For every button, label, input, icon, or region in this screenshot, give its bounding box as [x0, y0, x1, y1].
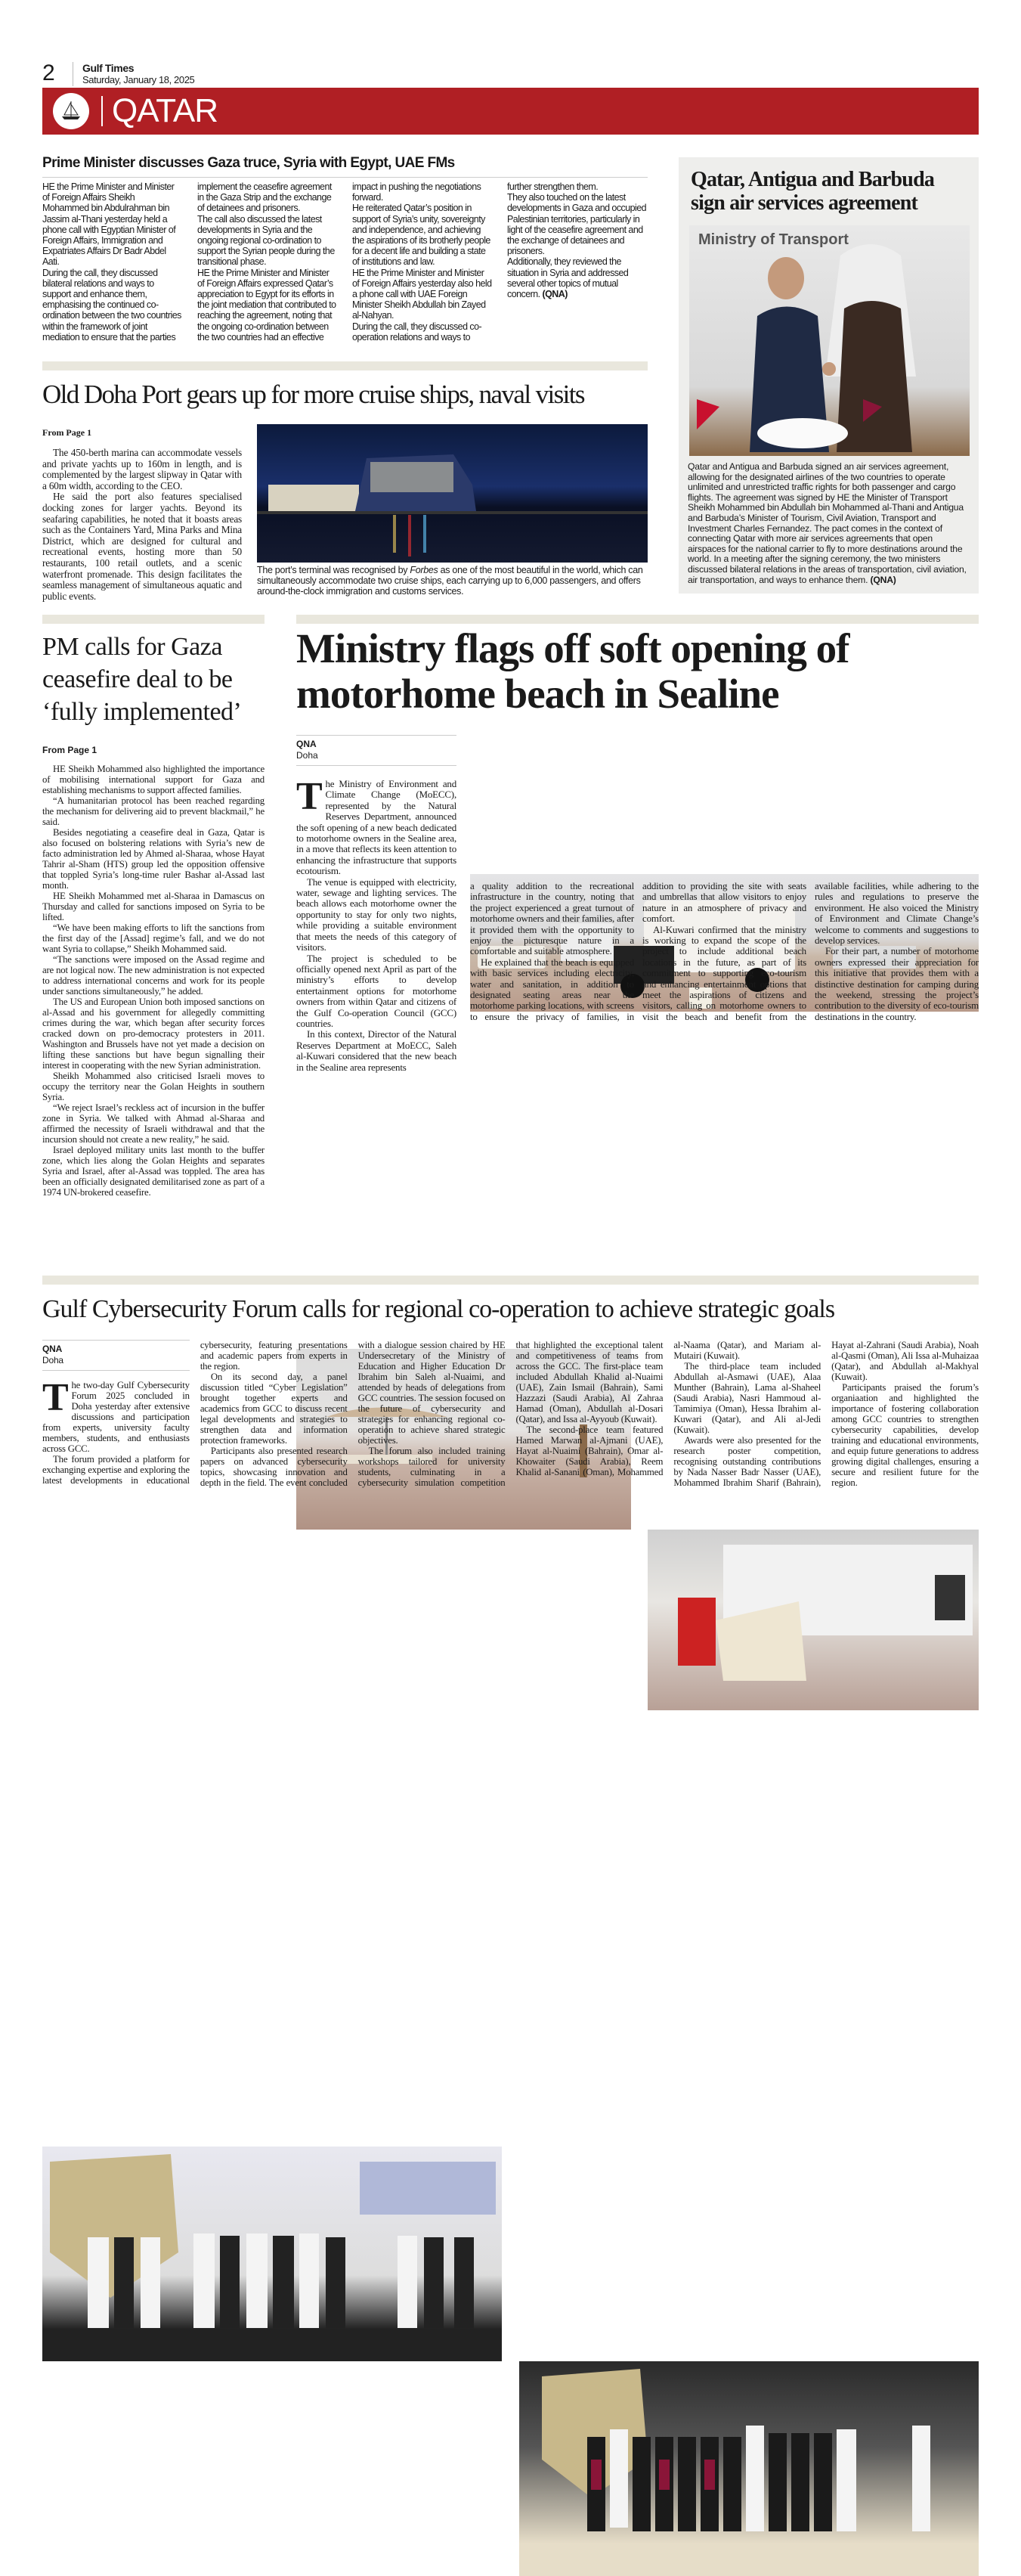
- forum-officials-photo: [42, 2147, 502, 2361]
- paragraph: Sheikh Mohammed also criticised Israeli moves to occupy the territory near the Golan Heights in southern Syria.: [42, 1071, 265, 1102]
- paragraph: Al-Kuwari confirmed that the ministry is working to expand the scope of the project to include additional beach locations in the future, as part of its commitment to supporting eco-tourism and enhancing entertainment options that meet the aspirations of citizens and visitors, calling on motorhome owners to visit the beach and benefit from the available facilities, while adhering to the rules and regulations to preserve the environment. He also voiced the Ministry of Environment and Climate Change’s welcome to comments and suggestions to develop services.: [642, 880, 979, 1022]
- forum-winners-photo: [519, 2361, 979, 2576]
- paragraph: Participants praised the forum’s organiaation and highlighted the importance of fostering collaboration among GCC countries to strengthen cybersecurity capabilities, develop training and educational environments, and equip future generations to address growing digital challenges, ensuring a secure and resilient future for the region.: [831, 1382, 979, 1488]
- byline: [42, 1340, 190, 1371]
- motorhome-headline: Ministry flags off soft opening of motorhome beach in Sealine: [296, 625, 849, 717]
- paragraph: HE the Prime Minister and Minister of Foreign Affairs expressed Qatar’s appreciation to Egypt for its efforts in the joint mediation that contributed to reaching the agreement, noting that the ongoing co-ordination between the two countries had an effective impact in pushing the negotiations forward.: [197, 181, 481, 343]
- old-doha-body: [42, 448, 242, 602]
- paragraph: Awards were also presented for the research poster competition, recognising outstanding contributions by Nada Nasser Badr Nasser (UAE), Mohammed Ibrahim Sharif (Bahrain), Hayat al-Zahrani (Saudi Arabia), Noah al-Qasmi (Oman), Ali Issa al-Muhaizaa (Qatar), and Abdullah al-Makhyal (Kuwait).: [673, 1340, 979, 1488]
- hookup-scene: [648, 1530, 979, 1710]
- signing-photo: [689, 225, 970, 456]
- paragraph-group: [42, 448, 242, 602]
- paragraph: [507, 256, 647, 299]
- paragraph: He explained that the beach is equipped with basic services including electricity, water and sanitation, in addition to designated seating areas near the motorhome parking locations, with screens to ensure the privacy of families, in addition to providing the site with seats and umbrellas that allow visitors to enjoy nature in an atmosphere of privacy and comfort.: [470, 880, 806, 1022]
- paragraph: In this context, Director of the Natural Reserves Department at MoECC, Saleh al-Kuwari considered that the new beach in the Sealine area represents: [296, 1028, 456, 1073]
- paragraph-group: [42, 764, 265, 1198]
- masthead: [73, 62, 194, 86]
- cruise-ship-scene: [257, 424, 648, 563]
- paragraph: HE the Prime Minister and Minister of Foreign Affairs yesterday also held a phone call with UAE Foreign Minister Sheikh Abdullah bin Zayed al-Nahyan.: [352, 267, 492, 321]
- paragraph: The second-place team featured Hamed Marwan al-Ajmani (UAE), Hayat al-Nuaimi (Bahrain), Omar al-Khowaiter (Saudi Arabia), Reem Khalid al-Sanani (Oman), Mohammed al-Naama (Qatar), and Mariam al-Mutairi (Kuwait).: [515, 1340, 821, 1477]
- dhow-logo-icon: [53, 93, 89, 129]
- paper-name: Gulf Times: [82, 62, 135, 74]
- byline-location: Doha: [296, 750, 318, 761]
- paragraph: He said the port also features specialised docking zones for larger yachts. Beyond its seafaring capabilities, he noted that it boasts areas such as the Containers Yard, Mina Parks and Mina District, which are designed for cultural and recreational events, hosting more than 50 restaurants, 100 retail outlets, and a scenic waterfront promenade. This design facilitates the seamless management of simultaneous aquatic and public events.: [42, 491, 242, 602]
- divider-bar: [42, 1276, 979, 1285]
- old-doha-headline: Old Doha Port gears up for more cruise ships, naval visits: [42, 380, 584, 409]
- from-page-label: From Page 1: [42, 427, 92, 438]
- paragraph-text: he two-day Gulf Cybersecurity Forum 2025 concluded in Doha yesterday after extensive discussions and participation from experts, university faculty members, students, and enthusiasts across GCC.: [42, 1380, 190, 1454]
- pm-call-body: [42, 181, 647, 344]
- paragraph: For their part, a number of motorhome owners expressed their appreciation for this initiative that provides them with a distinctive destination for camping during the weekend, stressing the project’s contribution to the diversity of eco-tourism destinations in the country.: [815, 945, 979, 1022]
- paragraph: During the call, they discussed co-operation relations and ways to further strengthen them.: [352, 181, 599, 343]
- paragraph: HE the Prime Minister and Minister of Foreign Affairs Sheikh Mohammed bin Abdulrahman bin Jassim al-Thani yesterday held a phone call with Egyptian Minister of Foreign Affairs, Immigration and Expatriates Affairs Dr Badr Abdel Aati.: [42, 181, 176, 268]
- caption-text: as one of the most beautiful in the world, which can simultaneously accommodate two cruise ships, each carrying up to 6,000 passengers, and offers around-the-clock immigration and customs services.: [257, 565, 643, 597]
- paragraph: “A humanitarian protocol has been reached regarding the mechanism for delivering aid to prevent blackmail,” he said.: [42, 795, 265, 827]
- signing-figures: [689, 225, 969, 456]
- paragraph: “We reject Israel’s reckless act of incursion in the buffer zone in Syria. We talked with Ahmad al-Sharaa and affirmed the necessity of Israeli withdrawal and that the incursion should not create a new reality,” he said.: [42, 1102, 265, 1145]
- paragraph: They also touched on the latest developments in Gaza and occupied Palestinian territories, particularly in light of the ceasefire agreement and the exchange of detainees and prisoners.: [507, 192, 647, 257]
- cruise-ship-photo: [257, 424, 648, 563]
- pm-gaza-body: [42, 764, 265, 1198]
- paragraph: On its second day, a panel discussion titled “Cyber Legislation” brought together experts and academics from GCC to discuss recent legal developments and strategies to strengthen data and information protection frameworks.: [200, 1372, 348, 1446]
- byline: [296, 735, 456, 766]
- winners-group: [519, 2361, 979, 2576]
- caption-text: Qatar and Antigua and Barbuda signed an air services agreement, allowing for the designated airlines of the two countries to operate unlimited and unrestricted traffic rights for both passenger and cargo flights. The agreement was signed by HE the Minister of Transport Sheikh Mohammed bin Abdullah bin Mohammed al-Thani and Antigua and Barbuda’s Minister of Tourism, Civil Aviation, Transport and Investment Charles Fernandez. The pact comes in the context of connecting Qatar with more air services agreements that open airspaces for the national carrier to fly to more destinations around the world. In a meeting after the signing ceremony, the two ministers discussed bilateral relations in the areas of transportation, civil aviation, air transportation, and ways to enhance them.: [688, 461, 967, 585]
- paragraph: The forum also included training workshops tailored for university students, culminating in a cybersecurity simulation competition that highlighted the exceptional talent and competitiveness of teams from across the GCC. The first-place team included Abdullah Khalid al-Nuaimi (UAE), Zain Ismail (Bahrain), Sami Hazzazi (Saudi Arabia), Al Zahraa Hamad (Oman), Abdullah al-Dosari (Qatar), and Issa al-Ayyoub (Kuwait).: [357, 1340, 664, 1488]
- byline-agency: QNA: [42, 1344, 63, 1354]
- section-banner: [42, 88, 979, 135]
- paragraph: The 450-berth marina can accommodate vessels and private yachts up to 160m in length, and is complemented by the largest slipway in Qatar with a 60m width, according to the CEO.: [42, 447, 242, 491]
- divider-bar: [296, 615, 979, 624]
- cyber-headline: Gulf Cybersecurity Forum calls for regional co-operation to achieve strategic goals: [42, 1295, 835, 1323]
- byline-agency: QNA: [296, 739, 317, 749]
- cruise-photo-caption: [257, 565, 648, 597]
- paragraph: Besides negotiating a ceasefire deal in Gaza, Qatar is also focused on bolstering relations with Syria’s new de facto administration led by Ahmed al-Sharaa, whose Hayat Tahrir al-Sham (HTS) group led the opposition offensive that toppled Syria’s long-time ruler Bashar al-Assad last month.: [42, 827, 265, 891]
- paragraph: HE Sheikh Mohammed met al-Sharaa in Damascus on Thursday and called for sanctions imposed on Syria to be lifted.: [42, 891, 265, 922]
- air-services-headline: Qatar, Antigua and Barbuda sign air services agreement: [691, 168, 935, 215]
- air-services-caption: [679, 462, 979, 585]
- banner-divider: [101, 96, 103, 126]
- paragraph: The US and European Union both imposed sanctions on al-Assad and his government for allegedly committing crimes during the war, which began after security forces cracked down on pro-democracy protesters in 2011. Washington and Brussels have not yet made a decision on lifting these sanctions but have begun signalling their interest in cooperating with the new Syrian administration.: [42, 997, 265, 1071]
- drop-cap: T: [42, 1376, 69, 1419]
- paragraph: During the call, they discussed bilateral relations and ways to support and enhance them, emphasising the continued co-ordination between the two countries within the framework of joint mediation to ensure that the parties implement the ceasefire agreement in the Gaza Strip and the exchange of detainees and prisoners.: [42, 181, 332, 343]
- paragraph: Israel deployed military units last month to the buffer zone, which lies along the Golan Heights and separates Syria and Israel, after al-Assad was toppled. The area has been an officially designated demilitarised zone as part of a 1974 UN-brokered ceasefire.: [42, 1145, 265, 1198]
- paragraph: The forum provided a platform for exchanging expertise and exploring the latest developments in educational cybersecurity, featuring presentations and academic papers from experts in the region.: [42, 1340, 348, 1486]
- paragraph-text: Additionally, they reviewed the situation in Syria and addressed several other topics of mutual concern.: [507, 256, 629, 300]
- pm-call-headline: Prime Minister discusses Gaza truce, Syria with Egypt, UAE FMs: [42, 155, 648, 178]
- divider-bar: [42, 615, 265, 624]
- paragraph: “The sanctions were imposed on the Assad regime and are not logical now. The new administration is not expected to address international concerns and work for its people under sanctions simultaneously,” he added.: [42, 954, 265, 997]
- section-title: QATAR: [112, 92, 218, 129]
- paragraph: He reiterated Qatar’s position in support of Syria’s unity, sovereignty and independence, and achieving the aspirations of its brotherly people for a decent life and building a state of institutions and law.: [352, 203, 490, 268]
- paragraph: The call also discussed the latest developments in Syria and the ongoing regional co-ordination to support the Syrian people during the transitional phase.: [197, 213, 335, 268]
- paragraph: a quality addition to the recreational infrastructure in the country, noting that the project experienced a great turnout of motorhome owners and their families, after it provided them with the opportunity to enjoy the picturesque nature in a comfortable and suitable atmosphere.: [470, 880, 634, 957]
- cyber-body: [42, 1340, 979, 1502]
- divider-bar: [42, 361, 648, 370]
- motorhome-body: [470, 881, 979, 1066]
- paragraph-group: [296, 877, 456, 1073]
- issue-date: Saturday, January 18, 2025: [82, 74, 195, 85]
- paragraph: The project is scheduled to be officially opened next April as part of the ministry’s efforts to develop entertainment options for motorhome owners from within Qatar and citizens of the Gulf Co-operation Council (GCC) countries.: [296, 952, 456, 1029]
- drop-cap: T: [296, 775, 323, 818]
- credit: (QNA): [870, 574, 896, 585]
- air-services-box: [679, 157, 979, 594]
- caption-italic: Forbes: [410, 565, 438, 575]
- credit: (QNA): [542, 289, 568, 300]
- caption-text: The port’s terminal was recognised by: [257, 565, 410, 575]
- page-number: 2: [42, 60, 55, 85]
- paragraph: “We have been making efforts to lift the sanctions from the first day of the [Assad] regime’s fall, and we do not want Syria to collapse,” Sheikh Mohammed said.: [42, 922, 265, 954]
- byline-location: Doha: [42, 1355, 63, 1365]
- photo-sign-text: Ministry of Transport: [698, 231, 849, 248]
- paragraph-text: he Ministry of Environment and Climate Change (MoECC), represented by the Natural Reserves Department, announced the soft opening of a new beach dedicated to motorhome owners in the Sealine area, in a move that reflects its keen attention to enhancing the infrastructure that supports ecotourism.: [296, 778, 456, 877]
- paragraph: Participants also presented research papers on advanced cybersecurity topics, showcasing innovation and depth in the field. The event concluded with a dialogue session chaired by HE Undersecretary of the Ministry of Education and Higher Education Dr Ibrahim bin Saleh al-Nuaimi, and attended by heads of delegations from GCC countries. The session focused on the future of cybersecurity and strategies for enhancing regional co-operation to achieve shared strategic objectives.: [200, 1340, 506, 1488]
- from-page-label: From Page 1: [42, 745, 97, 755]
- utility-hookup-photo: [648, 1530, 979, 1710]
- paragraph: HE Sheikh Mohammed also highlighted the importance of mobilising international support for Gaza and establishing mechanisms to support affected families.: [42, 764, 265, 795]
- paragraph: The venue is equipped with electricity, water, sewage and lighting services. The beach allows each motorhome owner the opportunity to stay for only two nights, while providing a suitable environment that meets the needs of this category of visitors.: [296, 876, 456, 953]
- motorhome-body-col1: [296, 775, 456, 1073]
- officials-group: [42, 2147, 502, 2361]
- paragraph: The third-place team included Abdullah al-Asmawi (UAE), Alaa Munther (Bahrain), Lama al-Shaheel (Saudi Arabia), Nasri Hammoud al-Tamimiya (Oman), Hessa Ibrahim al-Kuwari (Qatar), and Ali al-Jedi (Kuwait).: [673, 1361, 821, 1435]
- pm-gaza-headline: PM calls for Gaza ceasefire deal to be ‘fully implemented’: [42, 633, 242, 726]
